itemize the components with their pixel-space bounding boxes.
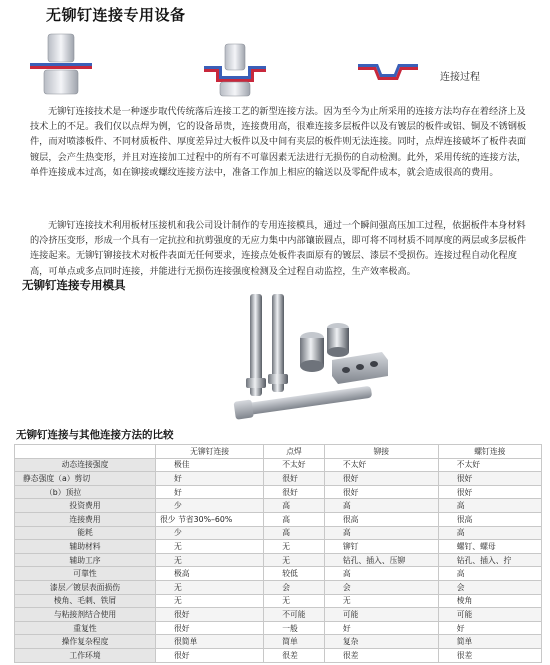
table-cell: 无 [264,594,325,608]
process-label: 连接过程 [440,72,480,83]
table-cell: 少 [156,499,264,513]
row-label: 连接费用 [15,512,156,526]
row-label: 操作复杂程度 [15,635,156,649]
row-label: 棱角、毛刺、铁屑 [15,594,156,608]
table-cell: 钻孔、插入、压铆 [324,553,438,567]
table-cell: 高 [438,567,541,581]
table-cell: 少 [156,526,264,540]
table-header-cell: 螺钉连接 [438,445,541,459]
table-header-row [15,445,542,459]
table-cell: 高 [438,499,541,513]
table-header-cell [15,445,156,459]
table-cell: 高 [324,526,438,540]
table-cell: 极佳 [156,458,264,472]
table-cell: 高 [324,499,438,513]
table-row [15,621,542,635]
table-row [15,526,542,540]
table-cell: 很高 [438,512,541,526]
table-row [15,594,542,608]
dies-heading: 无铆钉连接专用模具 [22,278,126,292]
table-row [15,472,542,486]
row-label: （b）顶拉 [15,485,156,499]
table-row [15,499,542,513]
table-header-cell: 点焊 [264,445,325,459]
table-row [15,648,542,662]
table-cell: 很差 [438,648,541,662]
table-cell: 不太好 [324,458,438,472]
table-row [15,512,542,526]
table-cell: 可能 [438,608,541,622]
row-label: 重复性 [15,621,156,635]
table-row [15,635,542,649]
table-row [15,567,542,581]
table-cell: 好 [324,621,438,635]
process-stage-1-illustration [26,30,96,100]
table-header-cell: 无铆钉连接 [156,445,264,459]
table-cell: 好 [438,621,541,635]
table-cell: 简单 [264,635,325,649]
table-cell: 很差 [264,648,325,662]
table-cell: 钻孔、插入、拧 [438,553,541,567]
row-label: 静态强度（a）剪切 [15,472,156,486]
table-cell: 无 [264,553,325,567]
table-cell: 很好 [156,648,264,662]
comparison-heading: 无铆钉连接与其他连接方法的比较 [16,429,174,441]
table-row [15,608,542,622]
table-cell: 高 [438,526,541,540]
table-cell: 很高 [324,512,438,526]
table-cell: 好 [156,472,264,486]
table-cell: 很好 [324,472,438,486]
table-cell: 不太好 [438,458,541,472]
process-stage-2-illustration [200,30,270,100]
table-cell: 无 [156,540,264,554]
table-cell: 无 [156,594,264,608]
table-row [15,485,542,499]
table-cell: 很好 [156,608,264,622]
comparison-table [14,444,542,663]
table-cell: 无 [324,594,438,608]
table-cell: 会 [264,580,325,594]
row-label: 投资费用 [15,499,156,513]
table-cell: 无 [156,553,264,567]
row-label: 可靠性 [15,567,156,581]
table-cell: 很少 节省30%–60% [156,512,264,526]
row-label: 工作环境 [15,648,156,662]
table-cell: 不可能 [264,608,325,622]
table-cell: 复杂 [324,635,438,649]
row-label: 辅助工序 [15,553,156,567]
table-cell: 棱角 [438,594,541,608]
row-label: 辅助材料 [15,540,156,554]
table-header-cell: 铆接 [324,445,438,459]
table-cell: 很好 [156,621,264,635]
table-cell: 可能 [324,608,438,622]
process-stage-3-illustration [356,30,420,100]
page-title: 无铆钉连接专用设备 [46,6,186,24]
table-cell: 不太好 [264,458,325,472]
table-cell: 很好 [438,472,541,486]
table-cell: 螺钉、螺母 [438,540,541,554]
table-cell: 无 [156,580,264,594]
table-cell: 一般 [264,621,325,635]
row-label: 能耗 [15,526,156,540]
table-row [15,458,542,472]
table-cell: 较低 [264,567,325,581]
row-label: 与粘接剂结合使用 [15,608,156,622]
dies-illustration [232,290,392,420]
table-row [15,540,542,554]
table-row [15,580,542,594]
table-cell: 极高 [156,567,264,581]
table-cell: 很好 [264,472,325,486]
table-cell: 很好 [324,485,438,499]
table-cell: 很好 [438,485,541,499]
row-label: 漆层／镀层表面损伤 [15,580,156,594]
table-cell: 好 [156,485,264,499]
intro-paragraph-2: 无铆钉连接技术利用板材压接机和我公司设计制作的专用连接模具，通过一个瞬间强高压加工过程，依据板件本身材料的冷挤压变形，形成一个具有一定抗拉和抗剪强度的无应力集中内部镶嵌圆点，即可将不同材质不同厚度的两层或多层板件连接起来。无铆钉铆接技术对板件表面无任何要求，连接点处板件表面原有的镀层、漆层不受损伤。连接过程自动化程度高，可单点或多点同时连接，并能进行无损伤连接强度检测及全过程自动监控，生产效率极高。 [30,220,527,277]
table-cell: 会 [324,580,438,594]
table-cell: 高 [264,512,325,526]
table-cell: 高 [264,499,325,513]
table-cell: 很简单 [156,635,264,649]
table-cell: 高 [324,567,438,581]
table-row [15,553,542,567]
table-cell: 很差 [324,648,438,662]
table-cell: 高 [264,526,325,540]
row-label: 动态连接强度 [15,458,156,472]
intro-paragraph-1: 无铆钉连接技术是一种逐步取代传统落后连接工艺的新型连接方法。因为至今为止所采用的连接方法均存在着经济上及技术上的不足。我们仅以点焊为例，它的设备昂贵，连接费用高，很难连接多层板件以及有镀层的板件或铝、铜及不锈钢板件，而对喷漆板件、不同材质板件、厚度差异过大板件以及中间有夹层的板件则无法连接。同时，点焊连接破坏了板件表面镀层，会产生热变形，并且对连接加工过程中的所有不可靠因素无法进行无损伤的自动检测。此外，采用传统的连接方法，单件连接成本过高，如在铆接或螺纹连接方法中，准备工作加上相应的输送以及零配件成本，就会造成很高的费用。 [30,106,527,178]
table-cell: 简单 [438,635,541,649]
table-cell: 很好 [264,485,325,499]
table-cell: 会 [438,580,541,594]
table-cell: 无 [264,540,325,554]
table-cell: 铆钉 [324,540,438,554]
